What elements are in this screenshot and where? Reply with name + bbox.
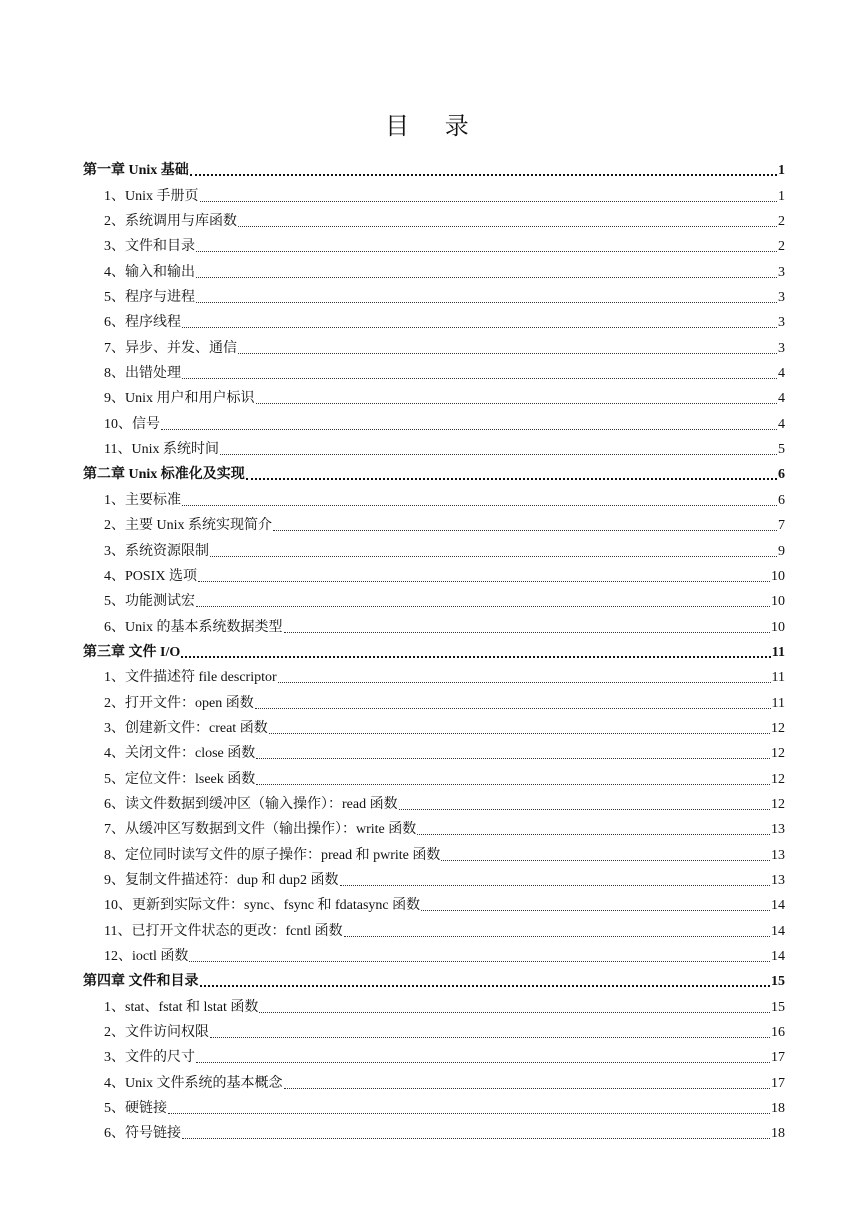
toc-page-number: 6 — [778, 492, 785, 508]
toc-page-number: 3 — [778, 315, 785, 331]
dot-leader — [200, 985, 771, 987]
toc-section-entry[interactable] — [83, 281, 785, 306]
toc-entry-label: 4、POSIX 选项 — [104, 568, 197, 584]
toc-entry-label: 2、系统调用与库函数 — [104, 214, 237, 230]
toc-page-number: 12 — [771, 771, 785, 787]
toc-page-number: 16 — [771, 1025, 785, 1041]
toc-page-number: 13 — [771, 847, 785, 863]
toc-page-number: 17 — [771, 1050, 785, 1066]
dot-leader — [399, 809, 770, 810]
toc-page-number: 3 — [778, 290, 785, 306]
dot-leader — [196, 302, 777, 303]
toc-section-entry[interactable] — [83, 762, 785, 787]
dot-leader — [198, 581, 770, 582]
dot-leader — [256, 403, 778, 404]
toc-section-entry[interactable] — [83, 179, 785, 204]
dot-leader — [238, 353, 777, 354]
toc-section-entry[interactable] — [83, 990, 785, 1015]
dot-leader — [181, 656, 771, 658]
toc-page-number: 4 — [778, 416, 785, 432]
dot-leader — [182, 505, 777, 506]
toc-entry-label: 9、复制文件描述符：dup 和 dup2 函数 — [104, 872, 339, 888]
toc-entry-label: 8、出错处理 — [104, 366, 181, 382]
toc-page-number: 18 — [771, 1126, 785, 1142]
toc-page-number: 2 — [778, 214, 785, 230]
dot-leader — [255, 708, 771, 709]
toc-entry-label: 3、文件和目录 — [104, 239, 195, 255]
toc-entry-label: 11、已打开文件状态的更改：fcntl 函数 — [104, 923, 343, 939]
toc-entry-label: 3、创建新文件：creat 函数 — [104, 720, 268, 736]
dot-leader — [340, 885, 771, 886]
dot-leader — [196, 606, 770, 607]
dot-leader — [344, 936, 770, 937]
toc-page-number: 11 — [771, 644, 785, 660]
dot-leader — [269, 733, 770, 734]
toc-page-number: 2 — [778, 239, 785, 255]
toc-section-entry[interactable] — [83, 331, 785, 356]
table-of-contents — [83, 154, 785, 1142]
toc-section-entry[interactable] — [83, 1092, 785, 1117]
toc-chapter-entry[interactable] — [83, 154, 785, 179]
toc-section-entry[interactable] — [83, 255, 785, 280]
dot-leader — [246, 478, 777, 480]
toc-entry-label: 第二章 Unix 标准化及实现 — [83, 467, 245, 483]
toc-section-entry[interactable] — [83, 230, 785, 255]
toc-section-entry[interactable] — [83, 661, 785, 686]
toc-page-number: 14 — [771, 898, 785, 914]
dot-leader — [220, 454, 777, 455]
toc-page-number: 12 — [771, 746, 785, 762]
toc-section-entry[interactable] — [83, 534, 785, 559]
dot-leader — [196, 277, 777, 278]
toc-page-number: 10 — [771, 594, 785, 610]
toc-entry-label: 4、Unix 文件系统的基本概念 — [104, 1075, 283, 1091]
dot-leader — [421, 910, 770, 911]
toc-entry-label: 2、文件访问权限 — [104, 1025, 209, 1041]
toc-page-number: 6 — [778, 467, 785, 483]
toc-entry-label: 10、信号 — [104, 416, 160, 432]
dot-leader — [273, 530, 777, 531]
toc-page-number: 13 — [771, 872, 785, 888]
toc-section-entry[interactable] — [83, 560, 785, 585]
toc-page-number: 1 — [778, 163, 785, 179]
toc-section-entry[interactable] — [83, 1041, 785, 1066]
toc-section-entry[interactable] — [83, 306, 785, 331]
toc-page-number: 4 — [778, 366, 785, 382]
dot-leader — [196, 1062, 770, 1063]
toc-section-entry[interactable] — [83, 889, 785, 914]
toc-entry-label: 12、ioctl 函数 — [104, 949, 189, 964]
dot-leader — [190, 174, 777, 176]
toc-entry-label: 1、Unix 手册页 — [104, 188, 199, 204]
toc-section-entry[interactable] — [83, 1066, 785, 1091]
toc-entry-label: 11、Unix 系统时间 — [104, 442, 219, 458]
toc-section-entry[interactable] — [83, 357, 785, 382]
toc-page-number: 12 — [771, 720, 785, 736]
toc-page-number: 13 — [771, 822, 785, 838]
dot-leader — [238, 226, 777, 227]
toc-section-entry[interactable] — [83, 610, 785, 635]
toc-page-number: 15 — [771, 974, 785, 990]
dot-leader — [441, 860, 770, 861]
dot-leader — [210, 1037, 770, 1038]
toc-entry-label: 9、Unix 用户和用户标识 — [104, 391, 255, 407]
toc-entry-label: 10、更新到实际文件：sync、fsync 和 fdatasync 函数 — [104, 898, 421, 914]
dot-leader — [259, 1012, 770, 1013]
dot-leader — [168, 1113, 770, 1114]
toc-page-number: 11 — [771, 695, 785, 711]
toc-section-entry[interactable] — [83, 914, 785, 939]
toc-page-number: 1 — [778, 188, 785, 204]
toc-entry-label: 1、stat、fstat 和 lstat 函数 — [104, 999, 259, 1015]
toc-section-entry[interactable] — [83, 1016, 785, 1041]
toc-section-entry[interactable] — [83, 838, 785, 863]
toc-page-number: 12 — [771, 796, 785, 812]
dot-leader — [417, 834, 770, 835]
dot-leader — [256, 758, 770, 759]
toc-section-entry[interactable] — [83, 205, 785, 230]
toc-section-entry[interactable] — [83, 864, 785, 889]
dot-leader — [161, 429, 777, 430]
dot-leader — [284, 632, 771, 633]
dot-leader — [256, 784, 770, 785]
toc-section-entry[interactable] — [83, 813, 785, 838]
toc-page-number: 10 — [771, 568, 785, 584]
toc-entry-label: 1、文件描述符 file descriptor — [104, 670, 277, 686]
toc-section-entry[interactable] — [83, 712, 785, 737]
toc-chapter-entry[interactable] — [83, 965, 785, 990]
toc-page-number: 17 — [771, 1075, 785, 1091]
toc-page-number: 4 — [778, 391, 785, 407]
toc-section-entry[interactable] — [83, 686, 785, 711]
toc-page-number: 10 — [771, 619, 785, 635]
toc-section-entry[interactable] — [83, 737, 785, 762]
toc-entry-label: 6、符号链接 — [104, 1126, 181, 1142]
dot-leader — [182, 327, 777, 328]
toc-entry-label: 8、定位同时读写文件的原子操作：pread 和 pwrite 函数 — [104, 847, 441, 863]
dot-leader — [182, 378, 777, 379]
toc-entry-label: 第一章 Unix 基础 — [83, 163, 189, 179]
toc-entry-label: 5、定位文件：lseek 函数 — [104, 771, 256, 787]
dot-leader — [284, 1088, 771, 1089]
toc-entry-label: 5、功能测试宏 — [104, 594, 195, 610]
toc-chapter-entry[interactable] — [83, 458, 785, 483]
toc-page-number: 11 — [771, 670, 785, 686]
toc-page-number: 14 — [771, 949, 785, 964]
toc-section-entry[interactable] — [83, 483, 785, 508]
dot-leader — [210, 556, 777, 557]
toc-entry-label: 5、程序与进程 — [104, 290, 195, 306]
toc-section-entry[interactable] — [83, 585, 785, 610]
toc-section-entry[interactable] — [83, 382, 785, 407]
toc-entry-label: 6、读文件数据到缓冲区（输入操作）：read 函数 — [104, 796, 398, 812]
toc-page-number: 18 — [771, 1101, 785, 1117]
toc-page-number: 15 — [771, 999, 785, 1015]
toc-entry-label: 3、文件的尺寸 — [104, 1050, 195, 1066]
dot-leader — [182, 1138, 770, 1139]
toc-entry-label: 第三章 文件 I/O — [83, 644, 181, 660]
toc-entry-label: 2、打开文件：open 函数 — [104, 695, 254, 711]
toc-entry-label: 7、从缓冲区写数据到文件（输出操作）：write 函数 — [104, 822, 417, 838]
toc-page-number: 7 — [778, 518, 785, 534]
dot-leader — [278, 682, 771, 683]
toc-section-entry[interactable] — [83, 433, 785, 458]
toc-page-number: 5 — [778, 442, 785, 458]
toc-entry-label: 1、主要标准 — [104, 492, 181, 508]
toc-entry-label: 4、输入和输出 — [104, 264, 195, 280]
toc-page-number: 14 — [771, 923, 785, 939]
toc-entry-label: 2、主要 Unix 系统实现简介 — [104, 518, 272, 534]
toc-chapter-entry[interactable] — [83, 636, 785, 661]
dot-leader — [189, 961, 770, 962]
toc-page-number: 3 — [778, 264, 785, 280]
toc-section-entry[interactable] — [83, 1117, 785, 1142]
toc-entry-label: 6、程序线程 — [104, 315, 181, 331]
toc-entry-label: 4、关闭文件：close 函数 — [104, 746, 256, 762]
toc-entry-label: 第四章 文件和目录 — [83, 974, 199, 990]
toc-section-entry[interactable] — [83, 940, 785, 965]
toc-page-number: 3 — [778, 340, 785, 356]
toc-page-number: 9 — [778, 543, 785, 559]
toc-section-entry[interactable] — [83, 788, 785, 813]
page-title: 目 录 — [385, 112, 483, 140]
toc-section-entry[interactable] — [83, 509, 785, 534]
toc-entry-label: 5、硬链接 — [104, 1101, 167, 1117]
toc-section-entry[interactable] — [83, 407, 785, 432]
toc-entry-label: 7、异步、并发、通信 — [104, 340, 237, 356]
toc-entry-label: 6、Unix 的基本系统数据类型 — [104, 619, 283, 635]
dot-leader — [200, 201, 778, 202]
dot-leader — [196, 251, 777, 252]
toc-entry-label: 3、系统资源限制 — [104, 543, 209, 559]
